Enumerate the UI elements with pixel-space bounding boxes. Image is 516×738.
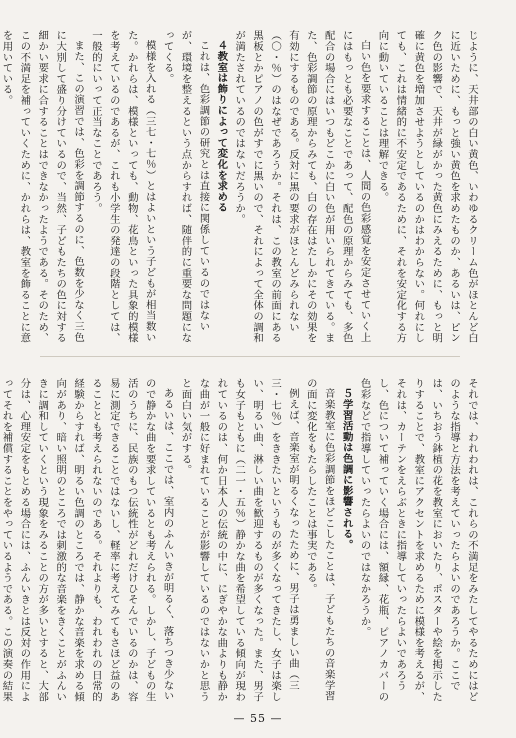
paragraph: これは、色彩調節の研究とは直接に関係しているのではないが、環境を整えるという点からすれば、随伴的に重要な問題になってくる。 [161, 30, 210, 344]
paragraph: じように、天井部の白い黄色、いわゆるクリーム色がほとんど白に近いために、もっと強い黄色を求めたものか、あるいは、ピンク色の影響で、天井が緑がかった黄色にみえるために、もっと明確に黄色を増加させようとしているのかはわからない。何れにしても、これは情緒的に不安定であるために、それを安定化する方向に動いていることは理解できる。 [376, 30, 478, 344]
paragraph: 模様を入れる（三七・七％）とはよいという子どもが相当数いた。かれらは、模様といっても、動物、花鳥といった具象的模様を考えているのであるが、これも小学生の発達の段階としては、一般的にいって正当なことであろう。 [89, 30, 156, 344]
paragraph: 音楽教室に色彩調節をほどこしたことは、子どもたちの音楽学習の面に変化をもたらしたことは事実である。 [304, 378, 335, 702]
section-heading: ５学習活動は色調に影響される。 [340, 388, 353, 551]
upper-text-block [0, 30, 480, 345]
paragraph: 白い色を要求することは、人間の色彩感覚を安定させていく上にはもっとも必要なことであって、配色の原理からみても、多色配合の場合にはいつもどこかに白い色が用いられてきている。また、色彩調節の原理からみても、白の存在はたしかにその効果を有効にするものである。反対に黒の要求がほとんどみられない（〇・％）のはなぜであろうか。それは、この教室の前面にある黒板とかピアノの色がすでに黒いので、それによって全体の調和が満たされているのではないだろうか。 [233, 30, 371, 344]
paragraph: あるいは、ここでは、室内のふんいきが明るく、落ちつき少ないので静かな曲を要求しているとも考えられる。しかし、子どもの生活のうちに、民族のもつ伝統性がどれだけひそんでいるのかは、容易に測定できることではないし、軽率に考えてみてもさほど益のあることとも考えられないのである。それよりも、われわれの日常的経験からすれば、明るい色調のところでは、静かな音楽を求める傾向があり、暗い照明のところでは刺激的な音楽をきくことがふんいきに調和していくという現象をみることの方が多いとすると、大部分は、心理安定をもとめる場合には、ふんいきとは反対の作用によってそれを補償することをやっているようである。この演奏の結果 [0, 378, 174, 702]
page-number: — 55 — [233, 712, 283, 725]
section-divider [40, 356, 460, 357]
paragraph: それでは、われわれは、これらの不満足をみたしてやるためにはどのような指導と方法を考えていったらよいのであろうか。ここでは、いちおう鉢植の花を教室においたり、ポスターや絵を掲示したりすることで、教室にアクセントを求めるために模様を考えるが、それは、カーテンをえらぶときに指導していったらよいであろうし、色について補っていく場合には、額縁、花瓶、ピアノカバーの色彩などで指導していったらよいのではなかろうか。 [358, 378, 478, 702]
lower-text-block [0, 378, 480, 710]
paragraph: また、この演習では、色彩を調節するのに、色数を少なく三色に大別して盛り分けているので、当然、子どもたちの色に対する細かい要求に合することはできなかったようである。そのため、この不満足を補っていくために、かれらは、教室を飾ることに意を用いている。 [0, 30, 85, 344]
section-heading: ４教室は飾りによって変化を求める [215, 40, 228, 214]
paragraph: 例えば、音楽室が明るくなったために、男子は勇ましい曲（三三・七％）をききたいというものが多くなってきたし、女子は楽しい、明るい曲、淋しい曲を歓迎するものが多くなった。また、男子も女子もともに（二一・五％）静かな曲を希望している傾向が現われているのは、何か日本人の伝統の中に、にぎやかな曲よりも静かな曲が一般に好まれていることが影響しているのではないかと思うと面白い気がする。 [179, 378, 299, 702]
